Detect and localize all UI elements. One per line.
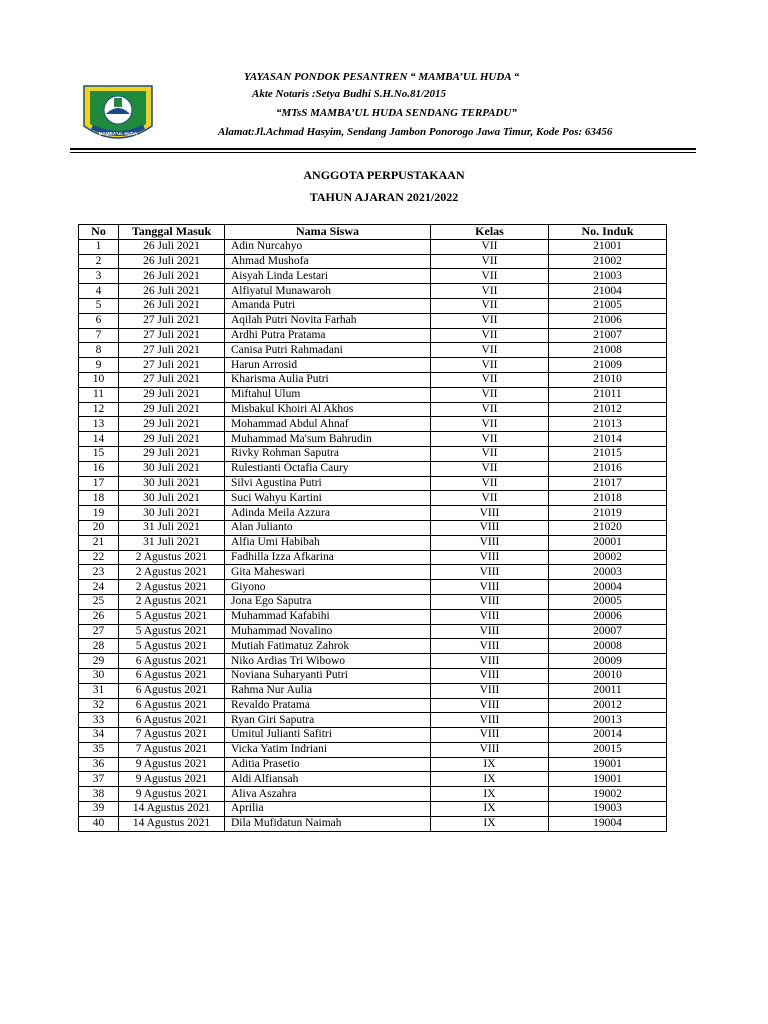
cell-class: VIII (431, 565, 549, 580)
cell-class: VII (431, 402, 549, 417)
cell-no: 8 (79, 343, 119, 358)
cell-student-id: 21003 (549, 269, 667, 284)
cell-class: VII (431, 284, 549, 299)
cell-student-id: 21016 (549, 461, 667, 476)
cell-name: Jona Ego Saputra (225, 594, 431, 609)
cell-student-id: 21007 (549, 328, 667, 343)
cell-student-id: 21020 (549, 520, 667, 535)
cell-student-id: 21011 (549, 387, 667, 402)
cell-no: 10 (79, 372, 119, 387)
cell-date: 5 Agustus 2021 (119, 609, 225, 624)
cell-date: 5 Agustus 2021 (119, 624, 225, 639)
cell-date: 31 Juli 2021 (119, 520, 225, 535)
table-row (79, 239, 667, 254)
cell-class: VIII (431, 580, 549, 595)
cell-student-id: 20001 (549, 535, 667, 550)
cell-name: Aqilah Putri Novita Farhah (225, 313, 431, 328)
cell-student-id: 21002 (549, 254, 667, 269)
cell-name: Revaldo Pratama (225, 698, 431, 713)
cell-date: 30 Juli 2021 (119, 506, 225, 521)
cell-no: 37 (79, 772, 119, 787)
cell-date: 29 Juli 2021 (119, 387, 225, 402)
cell-no: 34 (79, 728, 119, 743)
cell-no: 9 (79, 358, 119, 373)
cell-class: VII (431, 269, 549, 284)
table-row (79, 683, 667, 698)
table-row (79, 668, 667, 683)
cell-no: 20 (79, 520, 119, 535)
table-row (79, 461, 667, 476)
cell-no: 38 (79, 787, 119, 802)
cell-student-id: 21010 (549, 372, 667, 387)
cell-class: VII (431, 239, 549, 254)
cell-no: 17 (79, 476, 119, 491)
cell-no: 23 (79, 565, 119, 580)
cell-student-id: 21009 (549, 358, 667, 373)
cell-class: VII (431, 387, 549, 402)
cell-date: 5 Agustus 2021 (119, 639, 225, 654)
table-row (79, 654, 667, 669)
cell-date: 27 Juli 2021 (119, 313, 225, 328)
cell-date: 6 Agustus 2021 (119, 654, 225, 669)
foundation-name: YAYASAN PONDOK PESANTREN “ MAMBA’UL HUDA “ (244, 71, 520, 83)
table-row (79, 698, 667, 713)
cell-no: 18 (79, 491, 119, 506)
cell-date: 29 Juli 2021 (119, 417, 225, 432)
cell-name: Noviana Suharyanti Putri (225, 668, 431, 683)
table-row (79, 298, 667, 313)
table-row (79, 387, 667, 402)
table-row (79, 624, 667, 639)
cell-class: IX (431, 787, 549, 802)
table-row (79, 728, 667, 743)
cell-student-id: 20012 (549, 698, 667, 713)
cell-student-id: 20010 (549, 668, 667, 683)
cell-student-id: 21008 (549, 343, 667, 358)
table-row (79, 506, 667, 521)
cell-class: VII (431, 432, 549, 447)
header-rule-thin (70, 152, 696, 153)
table-row (79, 816, 667, 831)
cell-name: Aprilia (225, 802, 431, 817)
cell-class: VII (431, 476, 549, 491)
cell-name: Rulestianti Octafia Caury (225, 461, 431, 476)
cell-class: VII (431, 313, 549, 328)
column-header-name: Nama Siswa (225, 225, 431, 240)
cell-no: 6 (79, 313, 119, 328)
table-row (79, 446, 667, 461)
cell-student-id: 19001 (549, 772, 667, 787)
cell-name: Canisa Putri Rahmadani (225, 343, 431, 358)
cell-student-id: 21006 (549, 313, 667, 328)
table-row (79, 254, 667, 269)
cell-name: Harun Arrosid (225, 358, 431, 373)
cell-no: 2 (79, 254, 119, 269)
cell-student-id: 19003 (549, 802, 667, 817)
cell-name: Alfia Umi Habibah (225, 535, 431, 550)
cell-class: VIII (431, 654, 549, 669)
cell-no: 13 (79, 417, 119, 432)
cell-no: 39 (79, 802, 119, 817)
cell-no: 22 (79, 550, 119, 565)
cell-date: 30 Juli 2021 (119, 461, 225, 476)
cell-student-id: 20008 (549, 639, 667, 654)
cell-name: Gita Maheswari (225, 565, 431, 580)
cell-no: 26 (79, 609, 119, 624)
cell-class: VII (431, 328, 549, 343)
cell-student-id: 20002 (549, 550, 667, 565)
cell-date: 9 Agustus 2021 (119, 757, 225, 772)
cell-class: VIII (431, 550, 549, 565)
table-row (79, 491, 667, 506)
cell-class: VII (431, 343, 549, 358)
cell-date: 14 Agustus 2021 (119, 816, 225, 831)
table-row (79, 580, 667, 595)
cell-date: 6 Agustus 2021 (119, 668, 225, 683)
column-header-student-id: No. Induk (549, 225, 667, 240)
cell-student-id: 20011 (549, 683, 667, 698)
cell-date: 9 Agustus 2021 (119, 787, 225, 802)
table-body (79, 239, 667, 831)
cell-date: 6 Agustus 2021 (119, 683, 225, 698)
cell-class: VIII (431, 624, 549, 639)
table-row (79, 476, 667, 491)
cell-name: Niko Ardias Tri Wibowo (225, 654, 431, 669)
cell-no: 14 (79, 432, 119, 447)
cell-class: IX (431, 772, 549, 787)
table-row (79, 432, 667, 447)
cell-class: VII (431, 446, 549, 461)
cell-no: 3 (79, 269, 119, 284)
cell-student-id: 21017 (549, 476, 667, 491)
cell-class: VII (431, 461, 549, 476)
cell-name: Suci Wahyu Kartini (225, 491, 431, 506)
cell-name: Mohammad Abdul Ahnaf (225, 417, 431, 432)
cell-student-id: 21013 (549, 417, 667, 432)
table-row (79, 565, 667, 580)
cell-student-id: 21001 (549, 239, 667, 254)
cell-class: VIII (431, 520, 549, 535)
table-row (79, 787, 667, 802)
cell-class: VIII (431, 742, 549, 757)
cell-name: Kharisma Aulia Putri (225, 372, 431, 387)
cell-class: VIII (431, 728, 549, 743)
column-header-no: No (79, 225, 119, 240)
cell-name: Aliva Aszahra (225, 787, 431, 802)
cell-date: 2 Agustus 2021 (119, 594, 225, 609)
cell-date: 7 Agustus 2021 (119, 742, 225, 757)
notary-deed: Akte Notaris :Setya Budhi S.H.No.81/2015 (252, 88, 447, 100)
cell-student-id: 19001 (549, 757, 667, 772)
cell-no: 7 (79, 328, 119, 343)
cell-class: VII (431, 491, 549, 506)
cell-name: Muhammad Ma'sum Bahrudin (225, 432, 431, 447)
table-row (79, 594, 667, 609)
cell-no: 33 (79, 713, 119, 728)
cell-date: 26 Juli 2021 (119, 269, 225, 284)
table-header-row (79, 225, 667, 240)
cell-date: 2 Agustus 2021 (119, 580, 225, 595)
cell-name: Rahma Nur Aulia (225, 683, 431, 698)
cell-no: 35 (79, 742, 119, 757)
cell-no: 40 (79, 816, 119, 831)
table-row (79, 402, 667, 417)
table-row (79, 550, 667, 565)
cell-student-id: 20007 (549, 624, 667, 639)
school-logo (78, 80, 158, 144)
cell-name: Miftahul Ulum (225, 387, 431, 402)
svg-text:MAMBA'UL HUDA: MAMBA'UL HUDA (98, 131, 138, 136)
cell-student-id: 21005 (549, 298, 667, 313)
cell-no: 27 (79, 624, 119, 639)
cell-class: VIII (431, 594, 549, 609)
table-row (79, 802, 667, 817)
document-title: ANGGOTA PERPUSTAKAAN (303, 168, 465, 182)
cell-date: 27 Juli 2021 (119, 372, 225, 387)
cell-class: VIII (431, 535, 549, 550)
cell-class: VII (431, 358, 549, 373)
cell-name: Dila Mufidatun Naimah (225, 816, 431, 831)
cell-class: VII (431, 417, 549, 432)
table-row (79, 713, 667, 728)
cell-name: Misbakul Khoiri Al Akhos (225, 402, 431, 417)
cell-student-id: 21018 (549, 491, 667, 506)
cell-date: 6 Agustus 2021 (119, 698, 225, 713)
cell-no: 11 (79, 387, 119, 402)
cell-name: Alfiyatul Munawaroh (225, 284, 431, 299)
cell-class: VII (431, 298, 549, 313)
column-header-date: Tanggal Masuk (119, 225, 225, 240)
cell-student-id: 21012 (549, 402, 667, 417)
cell-no: 36 (79, 757, 119, 772)
header-rule-thick (70, 148, 696, 150)
cell-class: VIII (431, 698, 549, 713)
school-name: “MTsS MAMBA’UL HUDA SENDANG TERPADU” (276, 107, 517, 119)
cell-name: Ardhi Putra Pratama (225, 328, 431, 343)
cell-date: 26 Juli 2021 (119, 284, 225, 299)
cell-name: Alan Julianto (225, 520, 431, 535)
cell-class: IX (431, 757, 549, 772)
table-row (79, 639, 667, 654)
cell-class: VIII (431, 639, 549, 654)
table-row (79, 313, 667, 328)
cell-student-id: 19002 (549, 787, 667, 802)
cell-no: 5 (79, 298, 119, 313)
table-row (79, 520, 667, 535)
table-row (79, 269, 667, 284)
cell-class: VIII (431, 609, 549, 624)
cell-no: 16 (79, 461, 119, 476)
table-row (79, 742, 667, 757)
table-row (79, 358, 667, 373)
cell-date: 2 Agustus 2021 (119, 550, 225, 565)
cell-date: 30 Juli 2021 (119, 491, 225, 506)
cell-no: 28 (79, 639, 119, 654)
cell-student-id: 21015 (549, 446, 667, 461)
cell-date: 14 Agustus 2021 (119, 802, 225, 817)
cell-date: 7 Agustus 2021 (119, 728, 225, 743)
cell-date: 2 Agustus 2021 (119, 565, 225, 580)
cell-name: Fadhilla Izza Afkarina (225, 550, 431, 565)
column-header-class: Kelas (431, 225, 549, 240)
cell-student-id: 21004 (549, 284, 667, 299)
school-address: Alamat:Jl.Achmad Hasyim, Sendang Jambon Ponorogo Jawa Timur, Kode Pos: 63456 (218, 126, 613, 138)
cell-no: 19 (79, 506, 119, 521)
cell-student-id: 20014 (549, 728, 667, 743)
cell-name: Amanda Putri (225, 298, 431, 313)
cell-student-id: 20003 (549, 565, 667, 580)
cell-class: VII (431, 254, 549, 269)
cell-name: Ahmad Mushofa (225, 254, 431, 269)
cell-date: 6 Agustus 2021 (119, 713, 225, 728)
table-row (79, 372, 667, 387)
cell-no: 24 (79, 580, 119, 595)
cell-no: 29 (79, 654, 119, 669)
table-row (79, 772, 667, 787)
cell-student-id: 21014 (549, 432, 667, 447)
cell-student-id: 21019 (549, 506, 667, 521)
cell-name: Aldi Alfiansah (225, 772, 431, 787)
cell-date: 31 Juli 2021 (119, 535, 225, 550)
cell-name: Muhammad Novalino (225, 624, 431, 639)
cell-student-id: 20004 (549, 580, 667, 595)
cell-name: Rivky Rohman Saputra (225, 446, 431, 461)
cell-date: 27 Juli 2021 (119, 328, 225, 343)
cell-name: Umitul Julianti Safitri (225, 728, 431, 743)
cell-date: 26 Juli 2021 (119, 298, 225, 313)
cell-student-id: 20009 (549, 654, 667, 669)
cell-class: VIII (431, 668, 549, 683)
cell-name: Vicka Yatim Indriani (225, 742, 431, 757)
cell-date: 26 Juli 2021 (119, 239, 225, 254)
table-row (79, 328, 667, 343)
cell-no: 21 (79, 535, 119, 550)
members-table (78, 224, 667, 832)
cell-class: IX (431, 816, 549, 831)
cell-student-id: 20005 (549, 594, 667, 609)
cell-class: VIII (431, 713, 549, 728)
cell-student-id: 20015 (549, 742, 667, 757)
table-row (79, 609, 667, 624)
cell-student-id: 19004 (549, 816, 667, 831)
cell-name: Giyono (225, 580, 431, 595)
cell-name: Mutiah Fatimatuz Zahrok (225, 639, 431, 654)
cell-name: Silvi Agustina Putri (225, 476, 431, 491)
cell-no: 15 (79, 446, 119, 461)
document-subtitle: TAHUN AJARAN 2021/2022 (309, 190, 459, 204)
cell-date: 30 Juli 2021 (119, 476, 225, 491)
table-row (79, 343, 667, 358)
cell-date: 26 Juli 2021 (119, 254, 225, 269)
table-row (79, 757, 667, 772)
cell-name: Ryan Giri Saputra (225, 713, 431, 728)
cell-no: 12 (79, 402, 119, 417)
cell-class: VIII (431, 683, 549, 698)
cell-date: 27 Juli 2021 (119, 358, 225, 373)
cell-name: Aditia Prasetio (225, 757, 431, 772)
cell-class: VII (431, 372, 549, 387)
cell-no: 1 (79, 239, 119, 254)
cell-date: 29 Juli 2021 (119, 432, 225, 447)
table-row (79, 417, 667, 432)
cell-class: IX (431, 802, 549, 817)
cell-no: 25 (79, 594, 119, 609)
cell-name: Adinda Meila Azzura (225, 506, 431, 521)
table-row (79, 535, 667, 550)
cell-date: 29 Juli 2021 (119, 402, 225, 417)
cell-name: Muhammad Kafabihi (225, 609, 431, 624)
table-row (79, 284, 667, 299)
cell-date: 29 Juli 2021 (119, 446, 225, 461)
cell-no: 32 (79, 698, 119, 713)
cell-no: 30 (79, 668, 119, 683)
cell-student-id: 20006 (549, 609, 667, 624)
cell-no: 4 (79, 284, 119, 299)
cell-class: VIII (431, 506, 549, 521)
cell-date: 27 Juli 2021 (119, 343, 225, 358)
cell-student-id: 20013 (549, 713, 667, 728)
cell-name: Aisyah Linda Lestari (225, 269, 431, 284)
cell-date: 9 Agustus 2021 (119, 772, 225, 787)
cell-name: Adin Nurcahyo (225, 239, 431, 254)
cell-no: 31 (79, 683, 119, 698)
